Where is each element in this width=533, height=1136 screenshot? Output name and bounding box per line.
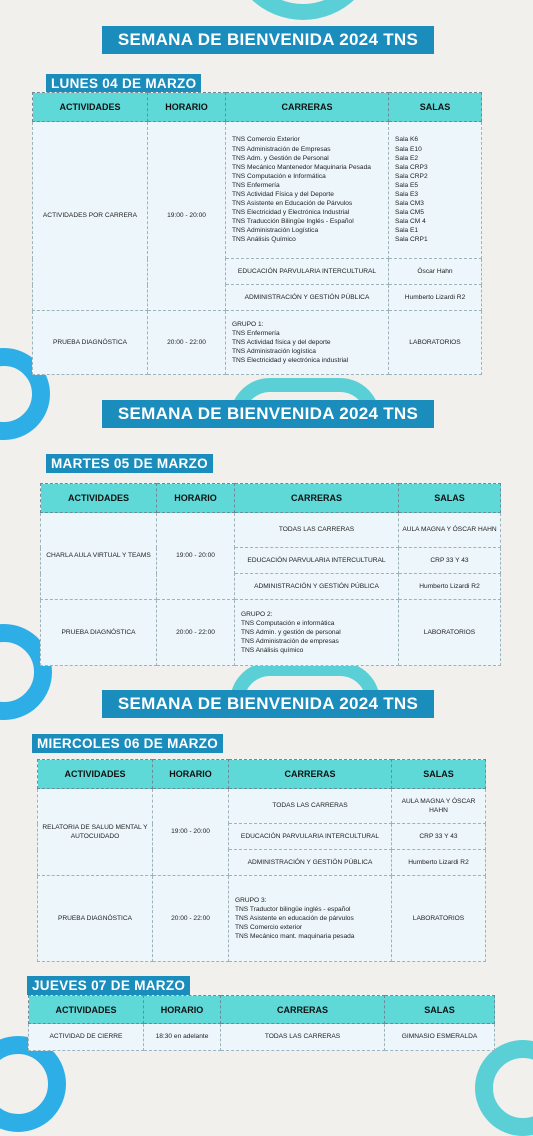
career-cell: ADMINISTRACIÓN Y GESTIÓN PÚBLICA — [226, 285, 389, 311]
career-cell: EDUCACIÓN PARVULARIA INTERCULTURAL — [229, 824, 392, 850]
schedule-table-lunes — [32, 92, 482, 375]
decorative-ring-bottom-right — [475, 1040, 533, 1136]
day-title-lunes: LUNES 04 DE MARZO — [46, 74, 201, 93]
header-horario: HORARIO — [144, 996, 221, 1024]
header-salas: SALAS — [399, 484, 501, 513]
day-title-jueves: JUEVES 07 DE MARZO — [27, 976, 190, 995]
careers-list: GRUPO 2: TNS Computación e informática TNS Admin. y gestión de personal TNS Administración de empresas TNS Análisis químico — [235, 600, 399, 666]
career-cell: TODAS LAS CARRERAS — [229, 789, 392, 824]
section-banner: SEMANA DE BIENVENIDA 2024 TNS — [102, 26, 434, 54]
room-cell: Óscar Hahn — [389, 259, 482, 285]
career-cell: TODAS LAS CARRERAS — [235, 513, 399, 548]
section-banner: SEMANA DE BIENVENIDA 2024 TNS — [102, 690, 434, 718]
header-actividades: ACTIVIDADES — [33, 93, 148, 122]
rooms-list: Sala K6 Sala E10 Sala E2 Sala CRP3 Sala CRP2 Sala E5 Sala E3 Sala CM3 Sala CM5 Sala CM 4 Sala E1 Sala CRP1 — [389, 122, 482, 259]
career-cell: EDUCACIÓN PARVULARIA INTERCULTURAL — [235, 548, 399, 574]
schedule-table-martes — [40, 483, 501, 666]
header-horario: HORARIO — [157, 484, 235, 513]
header-carreras: CARRERAS — [226, 93, 389, 122]
schedule-table-miercoles — [37, 759, 486, 962]
careers-list: GRUPO 1: TNS Enfermería TNS Actividad física y del deporte TNS Administración logística TNS Electricidad y electrónica industrial — [226, 311, 389, 375]
schedule-cell: 18:30 en adelante — [144, 1024, 221, 1051]
header-actividades: ACTIVIDADES — [41, 484, 157, 513]
header-salas: SALAS — [385, 996, 495, 1024]
header-salas: SALAS — [389, 93, 482, 122]
room-cell: Humberto Lizardi R2 — [392, 850, 486, 876]
career-cell: TODAS LAS CARRERAS — [221, 1024, 385, 1051]
header-carreras: CARRERAS — [221, 996, 385, 1024]
room-cell: LABORATORIOS — [389, 311, 482, 375]
schedule-table-jueves — [28, 995, 495, 1051]
header-actividades: ACTIVIDADES — [29, 996, 144, 1024]
room-cell: LABORATORIOS — [399, 600, 501, 666]
room-cell: CRP 33 Y 43 — [399, 548, 501, 574]
room-cell: Humberto Lizardi R2 — [399, 574, 501, 600]
header-actividades: ACTIVIDADES — [38, 760, 153, 789]
activity-cell: PRUEBA DIAGNÓSTICA — [41, 600, 157, 666]
section-banner: SEMANA DE BIENVENIDA 2024 TNS — [102, 400, 434, 428]
activity-cell: CHARLA AULA VIRTUAL Y TEAMS — [41, 513, 157, 600]
activity-cell: PRUEBA DIAGNÓSTICA — [33, 311, 148, 375]
room-cell: CRP 33 Y 43 — [392, 824, 486, 850]
careers-list: TNS Comercio Exterior TNS Administración de Empresas TNS Adm. y Gestión de Personal TNS Mecánico Mantenedor Maquinaria Pesada TNS Computación e Informática TNS Enfermería TNS Actividad Física y del Deporte TNS Asistente en Educación de Párvulos TNS Electricidad y Electrónica Industrial TNS Traducción Bilingüe Inglés - Español TNS Administración Logística TNS Análisis Químico — [226, 122, 389, 259]
day-title-martes: MARTES 05 DE MARZO — [46, 454, 213, 473]
career-cell: ADMINISTRACIÓN Y GESTIÓN PÚBLICA — [229, 850, 392, 876]
decorative-ring-top — [228, 0, 378, 20]
day-title-miercoles: MIERCOLES 06 DE MARZO — [32, 734, 223, 753]
careers-list: GRUPO 3: TNS Traductor bilingüe inglés - español TNS Asistente en educación de párvulos TNS Comercio exterior TNS Mecánico mant. maquinaria pesada — [229, 876, 392, 962]
activity-cell: ACTIVIDAD DE CIERRE — [29, 1024, 144, 1051]
header-carreras: CARRERAS — [229, 760, 392, 789]
schedule-cell: 19:00 - 20:00 — [153, 789, 229, 876]
header-carreras: CARRERAS — [235, 484, 399, 513]
schedule-cell: 20:00 - 22:00 — [153, 876, 229, 962]
room-cell: LABORATORIOS — [392, 876, 486, 962]
activity-cell: RELATORIA DE SALUD MENTAL Y AUTOCUIDADO — [38, 789, 153, 876]
career-cell: ADMINISTRACIÓN Y GESTIÓN PÚBLICA — [235, 574, 399, 600]
schedule-cell: 19:00 - 20:00 — [148, 122, 226, 311]
schedule-cell: 19:00 - 20:00 — [157, 513, 235, 600]
room-cell: AULA MAGNA Y ÓSCAR HAHN — [392, 789, 486, 824]
schedule-cell: 20:00 - 22:00 — [157, 600, 235, 666]
header-salas: SALAS — [392, 760, 486, 789]
header-horario: HORARIO — [148, 93, 226, 122]
room-cell: GIMNASIO ESMERALDA — [385, 1024, 495, 1051]
room-cell: AULA MAGNA Y ÓSCAR HAHN — [399, 513, 501, 548]
activity-cell: PRUEBA DIAGNÓSTICA — [38, 876, 153, 962]
career-cell: EDUCACIÓN PARVULARIA INTERCULTURAL — [226, 259, 389, 285]
schedule-cell: 20:00 - 22:00 — [148, 311, 226, 375]
activity-cell: ACTIVIDADES POR CARRERA — [33, 122, 148, 311]
room-cell: Humberto Lizardi R2 — [389, 285, 482, 311]
header-horario: HORARIO — [153, 760, 229, 789]
